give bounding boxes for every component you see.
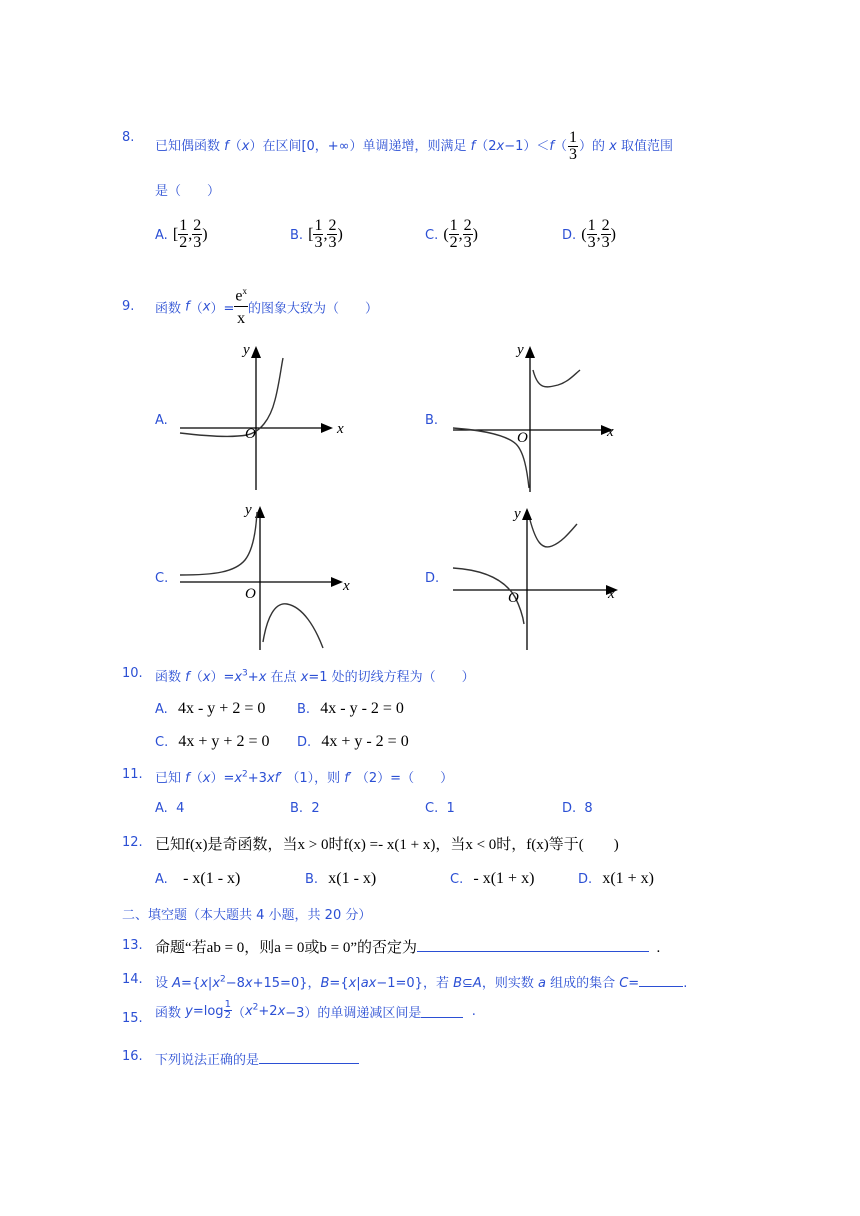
q15-number: 15. <box>122 1011 143 1026</box>
q11-option-d[interactable]: D. 8 <box>562 801 593 816</box>
q13-stem: 命题“若ab = 0，则a = 0或b = 0”的否定为 . <box>155 936 660 957</box>
q10-option-a[interactable]: A. 4x - y + 2 = 0 <box>155 700 266 717</box>
q9-fraction: $\frac{e^x}{x}$ <box>235 286 247 328</box>
q14-answer-blank[interactable] <box>639 974 683 987</box>
q8-option-d[interactable]: D. ( $\frac{1}{3}$ , $\frac{2}{3}$ ) <box>562 217 616 251</box>
q8-option-b[interactable]: B. [ $\frac{1}{3}$ , $\frac{2}{3}$ ) <box>290 217 343 251</box>
q16-answer-blank[interactable] <box>259 1051 359 1064</box>
q8-option-a[interactable]: A. [ $\frac{1}{2}$ , $\frac{2}{3}$ ) <box>155 217 208 251</box>
q8-option-c[interactable]: C. ( $\frac{1}{2}$ , $\frac{2}{3}$ ) <box>425 217 478 251</box>
q12-number: 12. <box>122 835 143 850</box>
q10-number: 10. <box>122 666 143 681</box>
svg-text:O: O <box>508 590 519 606</box>
svg-text:y: y <box>243 342 250 358</box>
q8-fraction: $\frac{1}{3}$ <box>568 129 577 163</box>
q11-option-b[interactable]: B. 2 <box>290 801 320 816</box>
q11-option-a[interactable]: A. 4 <box>155 801 185 816</box>
q14-number: 14. <box>122 972 143 987</box>
q16-stem: 下列说法正确的是 <box>155 1049 359 1068</box>
q12-stem: 已知f(x)是奇函数，当x > 0时f(x) =- x(1 + x)，当x < 0时，f(x)等于( ) <box>155 837 619 853</box>
q8-stem-line1: 已知偶函数 f（x）在区间[0，+∞）单调递增，则满足 f（2x−1）＜f（ $\frac{1}{3}$ ）的 x 取值范围 <box>155 129 673 163</box>
svg-text:x: x <box>343 578 350 594</box>
q15-answer-blank[interactable] <box>421 1005 463 1018</box>
q10-stem: 函数 $f(x)=x^3+x$ 在点 x=1 处的切线方程为（ ） <box>155 668 475 685</box>
q9-option-d-label[interactable]: D. <box>425 571 440 586</box>
q10-option-c[interactable]: C. 4x + y + 2 = 0 <box>155 733 270 750</box>
q11-stem: 已知 $f(x)=x^2+3xf'$ （1），则 f′ （2）=（ ） <box>155 769 454 786</box>
q12-option-b[interactable]: B. x(1 - x) <box>305 870 377 887</box>
q9-stem: 函数 f（x）= $\frac{e^x}{x}$ 的图象大致为（ ） <box>155 286 378 328</box>
q16-number: 16. <box>122 1049 143 1064</box>
svg-text:y: y <box>514 506 521 522</box>
svg-text:x: x <box>607 424 614 440</box>
q8-stem-line2: 是（ ） <box>155 184 221 199</box>
q15-log-base: $\frac{1}{2}$ <box>224 999 231 1021</box>
svg-text:y: y <box>245 502 252 518</box>
q9-option-a-label[interactable]: A. <box>155 413 168 428</box>
q8-number: 8. <box>122 130 135 145</box>
q11-option-c[interactable]: C. 1 <box>425 801 455 816</box>
svg-text:O: O <box>245 586 256 602</box>
svg-text:x: x <box>608 586 615 602</box>
svg-text:y: y <box>517 342 524 358</box>
q12-option-c[interactable]: C. - x(1 + x) <box>450 870 535 887</box>
q15-stem: 函数 y=log $\frac{1}{2}$ $(x^2+2x-3)$的单调递减区间是 . <box>155 999 476 1021</box>
q9-number: 9. <box>122 299 135 314</box>
q12-option-a[interactable]: A. - x(1 - x) <box>155 870 241 887</box>
q13-number: 13. <box>122 938 143 953</box>
q10-option-d[interactable]: D. 4x + y - 2 = 0 <box>297 733 409 750</box>
q14-stem: 设 $A=\{x|x^2-8x+15=0\}$，B={x|ax−1=0}，若 B⊆A，则实数 a 组成的集合 C= . <box>155 974 688 991</box>
svg-text:O: O <box>517 430 528 446</box>
q9-graph-b[interactable] <box>450 340 630 500</box>
section-heading-fill-in: 二、填空题（本大题共 4 小题，共 20 分） <box>122 908 372 923</box>
q9-option-c-label[interactable]: C. <box>155 571 169 586</box>
q9-graph-c[interactable] <box>175 502 355 657</box>
q12-option-d[interactable]: D. x(1 + x) <box>578 870 655 887</box>
q10-option-b[interactable]: B. 4x - y - 2 = 0 <box>297 700 404 717</box>
q13-answer-blank[interactable] <box>417 937 649 952</box>
svg-text:O: O <box>245 426 256 442</box>
q9-graph-d[interactable] <box>450 502 630 657</box>
q9-graph-a[interactable] <box>175 340 355 495</box>
q9-option-b-label[interactable]: B. <box>425 413 439 428</box>
q11-number: 11. <box>122 767 143 782</box>
svg-text:x: x <box>337 421 344 437</box>
